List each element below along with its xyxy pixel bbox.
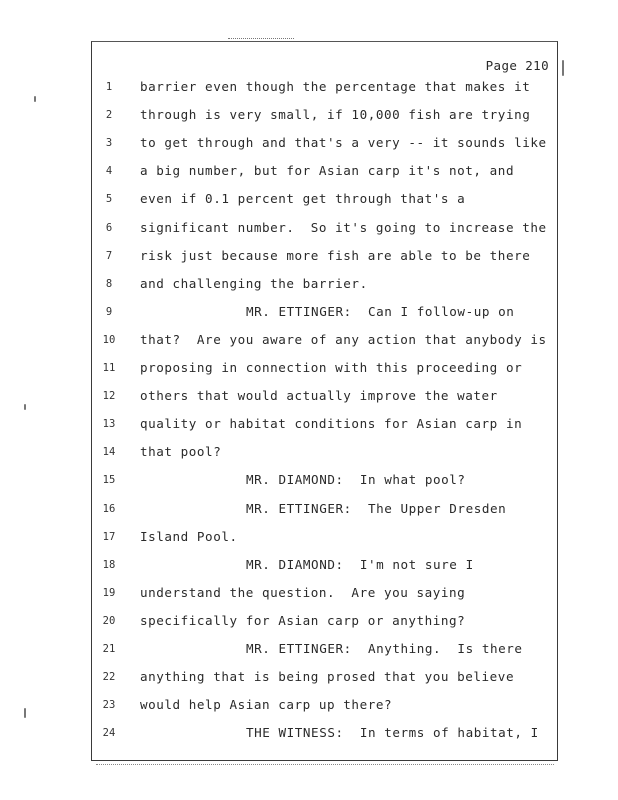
line-text: would help Asian carp up there? [140, 697, 393, 713]
transcript-line [92, 247, 557, 267]
transcript-line [92, 359, 557, 379]
line-number: 20 [102, 614, 116, 627]
line-number: 4 [105, 165, 113, 178]
line-number: 11 [102, 362, 116, 374]
transcript-line [92, 443, 557, 463]
line-number: 21 [102, 643, 116, 655]
transcript-line [92, 640, 557, 660]
line-number: 3 [105, 137, 113, 150]
transcript-line [92, 162, 557, 182]
line-number: 9 [105, 305, 113, 318]
scan-speck [34, 96, 36, 102]
transcript-line [92, 106, 557, 126]
line-number: 10 [102, 333, 116, 346]
line-number: 16 [102, 502, 116, 515]
transcript-line [92, 668, 557, 688]
transcript-line [92, 331, 557, 351]
transcript-line [92, 415, 557, 435]
transcript-line [92, 612, 557, 632]
line-number: 15 [102, 474, 116, 487]
transcript-line [92, 471, 557, 491]
line-number: 23 [102, 699, 116, 712]
line-number: 5 [105, 193, 113, 206]
line-number: 24 [102, 727, 116, 740]
transcript-line [92, 303, 557, 323]
line-number: 7 [105, 249, 113, 262]
transcript-page [91, 41, 558, 761]
line-text: significant number. So it's going to increase the [140, 219, 547, 235]
line-text: barrier even though the percentage that makes it [140, 79, 531, 94]
line-text: specifically for Asian carp or anything? [140, 612, 466, 628]
transcript-line [92, 219, 557, 239]
scan-speck [562, 60, 564, 76]
line-text: understand the question. Are you saying [140, 584, 466, 600]
scan-speck [24, 404, 26, 410]
line-text: anything that is being prosed that you believe [140, 669, 515, 685]
line-text: a big number, but for Asian carp it's not, and [140, 163, 515, 179]
line-text: through is very small, if 10,000 fish are trying [140, 107, 531, 123]
line-text: MR. DIAMOND: In what pool? [246, 472, 466, 488]
line-text: risk just because more fish are able to be there [140, 247, 531, 263]
line-number: 19 [102, 586, 116, 599]
transcript-line [92, 78, 557, 98]
transcript-line [92, 387, 557, 407]
transcript-line [92, 696, 557, 716]
page-number: Page 210 [485, 58, 549, 73]
line-text: others that would actually improve the water [140, 388, 498, 404]
transcript-line [92, 275, 557, 295]
line-text: even if 0.1 percent get through that's a [140, 191, 466, 207]
line-text: MR. DIAMOND: I'm not sure I [246, 556, 474, 572]
line-text: quality or habitat conditions for Asian carp in [140, 416, 523, 432]
transcript-line [92, 724, 557, 744]
scan-speck [24, 708, 26, 718]
line-text: that pool? [140, 444, 222, 460]
line-number: 8 [105, 277, 113, 290]
transcript-line [92, 190, 557, 210]
transcript-line [92, 500, 557, 520]
transcript-line [92, 584, 557, 604]
line-text: MR. ETTINGER: The Upper Dresden [246, 500, 507, 516]
line-number: 18 [102, 558, 116, 571]
scan-artifact-bottom [96, 764, 554, 767]
line-text: proposing in connection with this proceeding or [140, 360, 523, 375]
line-text: to get through and that's a very -- it sounds like [140, 135, 547, 151]
line-text: MR. ETTINGER: Anything. Is there [246, 641, 523, 656]
transcript-line [92, 134, 557, 154]
line-number: 12 [102, 390, 116, 403]
line-number: 2 [105, 109, 113, 122]
line-text: and challenging the barrier. [140, 275, 368, 291]
transcript-line [92, 556, 557, 576]
line-number: 1 [105, 81, 113, 93]
line-number: 22 [102, 671, 116, 684]
line-number: 13 [102, 418, 116, 431]
transcript-line [92, 528, 557, 548]
line-text: THE WITNESS: In terms of habitat, I [246, 725, 539, 741]
line-number: 14 [102, 446, 116, 459]
line-text: Island Pool. [140, 528, 238, 544]
line-text: that? Are you aware of any action that anybody is [140, 331, 547, 347]
line-text: MR. ETTINGER: Can I follow-up on [246, 303, 515, 319]
line-number: 17 [102, 530, 116, 543]
line-number: 6 [105, 221, 113, 234]
